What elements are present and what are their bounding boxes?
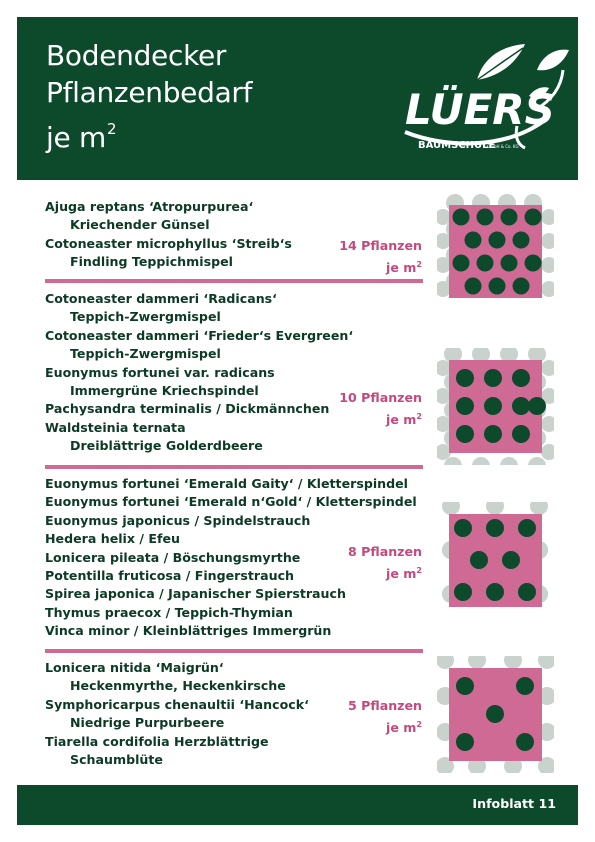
- plant-name: Euonymus fortunei ‘Emerald n‘Gold‘ / Kletterspindel: [45, 494, 417, 510]
- title-line-3: je $m^2$: [46, 120, 117, 154]
- grid-dot: [472, 457, 490, 465]
- plant-common-name: Immergrüne Kriechspindel: [70, 383, 259, 399]
- plant-dot: [454, 519, 472, 537]
- plant-name: Pachysandra terminalis / Dickmännchen: [45, 401, 330, 417]
- plant-name: Lonicera pileata / Böschungsmyrthe: [45, 549, 301, 565]
- section-divider: [45, 465, 423, 469]
- plant-dot: [489, 232, 506, 249]
- plant-dot: [513, 278, 530, 295]
- section-divider: [45, 279, 423, 283]
- plant-dot: [513, 232, 530, 249]
- plant-common-name: Schaumblüte: [70, 752, 163, 768]
- plant-name: Euonymus fortunei ‘Emerald Gaity‘ / Kletterspindel: [45, 476, 408, 491]
- plant-name: Euonymus fortunei var. radicans: [45, 364, 275, 380]
- plant-name: Cotoneaster microphyllus ‘Streib‘s: [45, 235, 292, 251]
- plant-name: Lonicera nitida ‘Maigrün‘: [45, 660, 224, 675]
- plant-dot: [456, 369, 474, 387]
- grid-dot: [437, 656, 454, 669]
- plant-count-label: 10 Pflanzen je $m^2$: [339, 390, 422, 427]
- plant-name: Hedera helix / Efeu: [45, 531, 180, 547]
- title-line-1: Bodendecker: [46, 39, 227, 72]
- grid-dot: [437, 444, 451, 460]
- plant-name: Euonymus japonicus / Spindelstrauch: [45, 512, 311, 528]
- planting-diagram-5: [437, 656, 554, 773]
- plant-dot: [484, 397, 502, 415]
- grid-dot: [541, 281, 554, 297]
- plant-common-name: Findling Teppichmispel: [70, 254, 233, 270]
- plant-dot: [512, 369, 530, 387]
- plant-dot: [456, 677, 474, 695]
- plant-dot: [486, 705, 504, 723]
- grid-dot: [437, 360, 451, 376]
- plant-count-label: 14 Pflanzen je $m^2$: [339, 238, 422, 275]
- plant-dot: [502, 551, 520, 569]
- footer-label: Infoblatt 11: [472, 796, 556, 811]
- grid-dot: [541, 444, 554, 460]
- plant-dot: [486, 583, 504, 601]
- plant-dot: [501, 255, 518, 272]
- plant-dot: [465, 232, 482, 249]
- grid-dot: [468, 656, 486, 669]
- plant-dot: [453, 255, 470, 272]
- grid-dot: [541, 416, 554, 432]
- plant-dot: [453, 209, 470, 226]
- grid-dot: [538, 656, 554, 669]
- grid-dot: [541, 257, 554, 273]
- logo-subline: BAUMSCHULE: [418, 140, 496, 151]
- section-divider: [45, 649, 423, 653]
- plant-count-label: 8 Pflanzen je $m^2$: [347, 544, 422, 581]
- section-10-plants: [45, 290, 425, 456]
- plant-common-name: Kriechender Günsel: [70, 217, 210, 233]
- plant-dot: [501, 209, 518, 226]
- plant-dot: [489, 278, 506, 295]
- plant-name: Ajuga reptans ‘Atropurpurea‘: [45, 199, 254, 214]
- plant-dot: [525, 209, 542, 226]
- plant-name: Potentilla fruticosa / Fingerstrauch: [45, 568, 295, 584]
- title-line-2: Pflanzenbedarf: [46, 76, 253, 109]
- grid-dot: [442, 502, 460, 515]
- plant-dot: [516, 733, 534, 751]
- plant-dot: [477, 255, 494, 272]
- lueers-logo: [385, 40, 570, 162]
- planting-diagram-8: [437, 502, 554, 619]
- grid-dot: [437, 416, 451, 432]
- planting-diagram-14: [437, 193, 554, 310]
- header-banner: [17, 17, 578, 180]
- plant-common-name: Teppich-Zwergmispel: [70, 346, 221, 362]
- plant-dot: [518, 519, 536, 537]
- plant-common-name: Dreiblättrige Golderdbeere: [70, 438, 263, 454]
- grid-dot: [437, 388, 451, 404]
- grid-dot: [541, 360, 554, 376]
- plant-common-name: Teppich-Zwergmispel: [70, 309, 221, 325]
- plant-dot: [484, 425, 502, 443]
- plant-name: Thymus praecox / Teppich-Thymian: [45, 604, 293, 620]
- grid-dot: [530, 502, 548, 515]
- plant-name: Tiarella cordifolia Herzblättrige: [45, 733, 269, 749]
- plant-dot: [512, 397, 530, 415]
- plant-count-label: 5 Pflanzen je $m^2$: [347, 698, 422, 735]
- plant-name: Symphoricarpus chenaultii ‘Hancock‘: [45, 696, 309, 712]
- grid-dot: [541, 209, 554, 225]
- footer-banner: [17, 785, 578, 825]
- logo-wordmark: LÜERS: [405, 85, 555, 134]
- grid-dot: [541, 233, 554, 249]
- plant-dot: [486, 519, 504, 537]
- plant-dot: [477, 209, 494, 226]
- plant-name: Waldsteinia ternata: [45, 419, 186, 435]
- grid-dot: [504, 656, 522, 669]
- plant-common-name: Niedrige Purpurbeere: [70, 715, 225, 731]
- plant-name: Cotoneaster dammeri ‘Frieder‘s Evergreen‘: [45, 327, 354, 343]
- plant-dot: [518, 583, 536, 601]
- grid-dot: [528, 457, 546, 465]
- planting-diagram-10: [437, 348, 554, 465]
- plant-dot: [484, 369, 502, 387]
- plant-dot: [456, 425, 474, 443]
- grid-dot: [500, 457, 518, 465]
- plant-dot: [456, 397, 474, 415]
- plant-dot: [528, 397, 546, 415]
- plant-dot: [456, 733, 474, 751]
- plant-dot: [516, 677, 534, 695]
- plant-common-name: Heckenmyrthe, Heckenkirsche: [70, 678, 286, 694]
- plant-name: Spirea japonica / Japanischer Spierstrauch: [45, 586, 346, 602]
- plant-dot: [465, 278, 482, 295]
- logo-legal: GmbH & Co. KG: [487, 144, 519, 149]
- plant-name: Vinca minor / Kleinblättriges Immergrün: [45, 623, 332, 639]
- plant-dot: [454, 583, 472, 601]
- plant-dot: [470, 551, 488, 569]
- page-title: [46, 37, 252, 156]
- plant-dot: [525, 255, 542, 272]
- grid-dot: [486, 502, 504, 515]
- plant-dot: [512, 425, 530, 443]
- plant-name: Cotoneaster dammeri ‘Radicans‘: [45, 291, 277, 306]
